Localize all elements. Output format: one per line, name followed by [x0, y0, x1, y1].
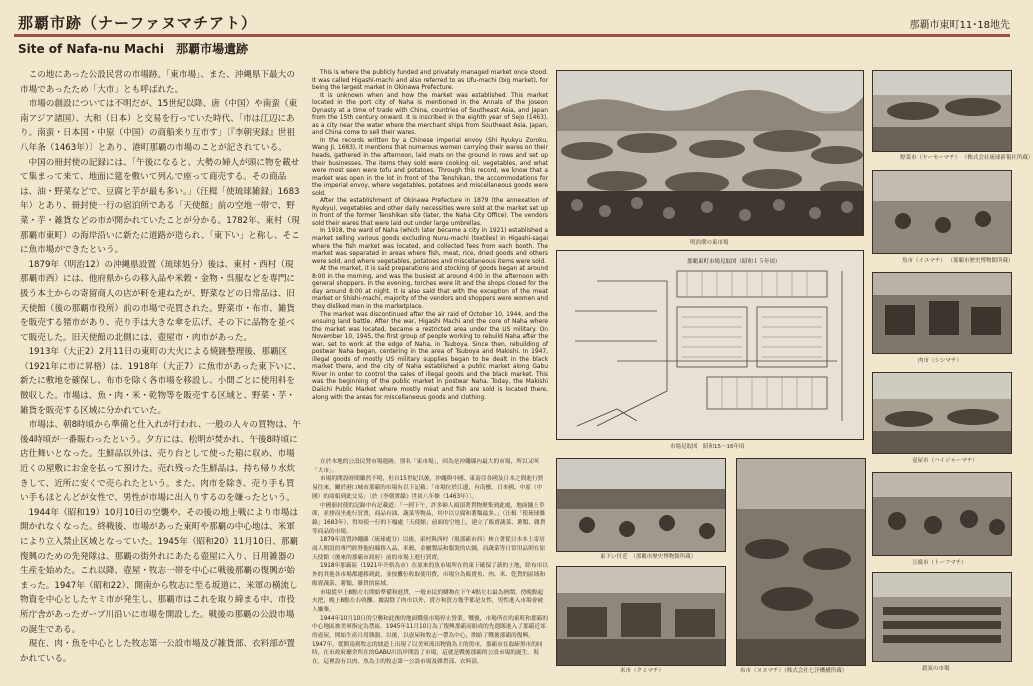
jp-paragraph: 1944年（昭和19）10月10日の空襲や、その後の地上戦により市場は開かれなくなった。終戦後、市場があった東町や那覇の中心地は、米軍により立入禁止区域となっていた。1945年（昭和20）11月10日、那覇復興のための先発隊は、那覇の街外れにあたる壺屋に入り、日用雑器の生産を始めた。これ以降、壺屋・牧志一帯を中心に戦後那覇の復興が始まった。1947年（昭和22）、開南から牧志に至る坂道に、米軍の横流し物資を中心としたヤミ市が発生し、那覇市はこれを取り締まる中、市役所庁舎があったガーブ川沿いに市場を開設した。戦後の那覇の公設市場の誕生である。 [20, 507, 299, 635]
en-paragraph: This is where the publicly funded and privately managed market once stood. It was called Higashi-machi and also referred to as Ufu-machi (big market), for being the largest market in Okinawa Prefecture. [312, 70, 548, 92]
caption-bean: 豆腐市（トーフマチ） [912, 560, 967, 566]
subtitle-jp: 那覇市場遺跡 [176, 42, 249, 56]
chinese-text-column [312, 458, 548, 678]
cn-paragraph: 1944年10月10日的空襲和此後的地面戰使市場停止營業。戰後，市場所在的東町和那霸的中心地區被美軍指定為禁區。1945年11月10日為了復興那霸而組成的先遣隊進入了那霸近郊的壺屋，開始生產日用雜器。以後，以壺屋和牧志一帶為中心，開始了戰後那霸的復興。1947年，從開南到牧志的坡道上出現了以美軍流出物資為主的黑市，那霸市在取締黑市的同時，在市政府廳舍所在的GABU川沿岸開設了市場，這就是戰後那霸的公設市場的誕生。現在，這裡設有以肉、魚為主的牧志第一公設市場及雜貨部、衣料部。 [312, 615, 549, 666]
jp-paragraph: 市場は、朝8時頃から準備と仕入れが行われ、一般の人々の買物は、午後4時頃が一番賑わったという。夕方には、松明が焚かれ、午後8時頃に店仕舞いとなった。生鮮品以外は、売り台として使った箱に収め、市場近くの屋敷にお金を払って預けた。売れ残った生鮮品は、持ち帰り水炊きして、近所に安くで売られたという。また、肉市を除き、売り手も買い手もほとんどが女性で、男性が市場に出入りするのを嫌ったという。 [20, 420, 301, 504]
cn-paragraph: 1879年設置沖繩縣（琉球處分）以後，東村與西村（現那霸市西）林立著從日本本土寄居商人開設的專門經營他府縣移入品、米穀、金屬製品和服裝的店鋪，而蔬菜等日常用品則在原天使館（後來的那霸市政府）前的市場上進行買賣。 [312, 537, 546, 561]
morning-market-photo [556, 458, 726, 552]
bean-market-photo [872, 472, 1012, 556]
market-crowd-photo [556, 70, 864, 236]
cn-paragraph: 中國冊封使的記錄中有記載道：「一到下午，許多婦人頭頂著貨物聚集到此處，地面鋪上草蓆，並排而坐進行買賣，商品有油、蔬菜等物品，其中以豆腐和薯類最多。」（汪楫「使琉球雜錄」1683年），得知使一行的下榻處「天使館」前面的空地上，建立了販賣蔬菜、薯類、雜貨等商品的市場。 [312, 502, 546, 535]
credit-fish: （那覇市歴史博物館所蔵） [947, 258, 1014, 264]
jp-paragraph: 中国の冊封使の記録には、「午後になると、大勢の婦人が頭に物を載せて集まって来て、地面に筵を敷いて列んで座って商売する。その商品は、油・野菜などで、豆腐と芋が最も多い。」（汪楫「使琉球雑録」1683年）とあり、冊封使一行の宿泊所である「天使館」前の空地一帯で、野菜・芋・雑貨などの市が開かれていたことが分かる。1782年、東村（現那覇市東町）の海岸沿いに新たに道路が造られ、「東下い」と称し、そこに魚市場ができたという。 [20, 157, 300, 256]
jp-paragraph: 市場の創設については不明だが、15世紀以降、唐（中国）や南蛮（東南アジア諸国）、大和（日本）と交易を行っていた時代、「市は江辺にあり。南蛮・日本国・中原（中国）の商船来り互市す」〔『李朝実録』世祖八年条（1463年）〕とあり、港町那覇の市場のことが記されている。 [20, 99, 298, 153]
en-paragraph: In 1918, the ward of Naha (which later became a city in 1921) established a market selling various goods excluding Nunu-machi (textiles) in Higashi-sagai where the fish market was located, and collected fees from each booth. The market was separated in areas where fish, meat, rice, dried goods and others were sold, and where vegetables, potatoes and miscellaneous items were sold. [312, 228, 548, 265]
caption-map: 市場見取図 昭和15～16年頃 [670, 444, 745, 450]
wooden-goods-photo [872, 572, 1012, 662]
jp-paragraph: 1913年（大正2）2月11日の東町の大火による焼跡整理後、那覇区（1921年に市に昇格）は、1918年（大正7）に魚市があった東下いに、新たに敷地を確保し、布市を除く各市場を移設し、小間ごとに使用料を徴収した。市場は、魚・肉・米・乾物等を販売する区域と、野菜・芋・雑貨を販売する区域に分かれていた。 [20, 347, 302, 416]
vegetable-market-photo [872, 70, 1012, 152]
cn-paragraph: 市場的開設時間雖然不明，但自15世紀以後，沖繩與中國、東南亞各國及日本之間進行貿易往來，關於港口城市那霸的市場有以下記載：「市場位於江邊，有南蠻、日本國、中原（中國）的商船到此交易」〔於《李朝實錄》世祖八年條（1463年）〕。 [312, 476, 544, 500]
cn-paragraph: 市場從早上8點左右開始準備和進貨，一般市民的購物在下午4點左右最為熱鬧。傍晚點起火把，晚上8點左右收攤。據說除了肉市以外，賣方和買方幾乎都是女性，男性進入市場會被人嫌棄。 [312, 589, 544, 613]
market-map [556, 250, 864, 440]
en-paragraph: After the establishment of Okinawa Prefecture in 1879 (the annexation of Ryukyu), vegetables and other daily necessities were sold at the market set up in front of the former Tenshikan site (later, the Naha City Office). The vendors sold their wares that were laid out under large umbrellas. [312, 198, 548, 227]
en-paragraph: At the market, it is said preparations and stocking of goods began at around 8:00 in the morning, and was the busiest at around 4:00 in the afternoon with general shoppers. In the evening, torches were lit and the shops closed for the day around 8:00 at night. It is also said that with the exception of the meat market or Shishi-machi, majority of the vendors and shoppers were women and they disliked men in the marketplace. [312, 266, 548, 310]
caption-vegetable [900, 153, 1033, 161]
title-divider [14, 34, 1010, 37]
address-label: 那覇市東町11･18地先 [909, 20, 1010, 31]
caption-fish [902, 256, 1014, 264]
english-title-text: Site of Nafa-nu Machi [18, 42, 164, 56]
cloth-market-photo [736, 458, 866, 666]
jp-paragraph: 1879年（明治12）の沖縄県設置（琉球処分）後は、東村・西村（現那覇市西）には、他府県からの移入品や米穀・金物・呉服などを専門に扱う本土からの寄留商人の店が軒を連ねたが、野菜などの日常品は、旧天使館（後の那覇市役所）前の市場で売買された。野菜市・布市、雑貨を販売する猪市があり、売り手は大きな傘を広げ、その下に品物を並べて販売した。旧天使館の北側には、壺屋市・肉市があった。 [20, 259, 296, 343]
fish-market-photo [872, 170, 1012, 254]
caption-wooden: 薪炭の市場 [922, 666, 950, 672]
map-title: 那覇東町市場見取図（昭和１５年頃） [687, 259, 781, 265]
caption-meat: 肉市（シシマチ） [918, 358, 962, 364]
credit-vegetable: （株式会社琉球新報社所蔵） [961, 155, 1033, 161]
en-paragraph: It is unknown when and how the market was established. This market located in the port city of Naha is mentioned in the Annals of the Joseon Dynasty at a time of trade with China, countries of Southeast Asia, and Japan from the 15th century onward. It is inscribed in the eighth year of Sejo (1463), as a city near the water where the merchant ships from Southeast Asia, Japan, and China come to sell their wares. [312, 92, 548, 137]
caption-rice: 米市（クミマチ） [620, 668, 665, 674]
meat-market-photo [872, 272, 1012, 354]
caption-fish-text: 魚市（イユマチ） [902, 258, 946, 264]
english-text-column [312, 70, 548, 450]
caption-cloth: 布市（ヌヌマチ）（株式会社七洋機構所蔵） [740, 668, 848, 674]
jp-paragraph: 現在、肉・魚を中心とした牧志第一公設市場及び雑貨部、衣料部が置かれている。 [20, 639, 296, 664]
english-title [18, 40, 248, 57]
cn-paragraph: 在於本地的公設民營市場遺跡，別名「東市場」，因為是沖繩縣內最大的市場，所以又叫「大市」。 [312, 459, 539, 474]
caption-morning: 東下い付近 （那覇市歴史博物館所蔵） [600, 554, 697, 560]
en-paragraph: The market was discontinued after the air raid of October 10, 1944, and the ensuing land battle. After the war, Higashi Machi and the core of Naha where the market was located, became a restricted area under the US military. On November 10, 1945, the first group of people working to rebuild Naha after the war, set to work at the edge of Naha, in Tsuboya. Since then, rebuilding of postwar Naha began, centering in the area of Tsuboya and Makishi. In 1947, illegal goods of mostly US military supplies began to be dealt in the black market there, and the city of Naha established a public market along Gabu River in order to control the sales of illegal goods and the black market. This was the beginning of the public market in postwar Naha. Today, the Makishi Daiichi Public Market where mostly meat and fish are sold is located there, along with the areas for miscellaneous goods and clothing. [312, 311, 548, 401]
rice-market-photo [556, 566, 726, 666]
caption-vegetable-text: 野菜市（ヤーセーマチ） [900, 155, 961, 161]
en-paragraph: In the records written by a Chinese imperial envoy (Shi Ryukyu Zoroku, Wang Ji, 1683), it mentions that numerous women carrying their wares on their heads, gathered in the afternoon, laid mats on the ground in rows and set up their businesses. The items they sold were cooking oil, vegetables, and what were most seen were tofu and potatoes. Through this record, we know that a market was open in the lot in front of the Tenshikan, the accommodations for the imperial envoy, where vegetables, potatoes and miscellaneous goods were sold. [312, 137, 548, 197]
caption-pottery: 壺屋市（ハイジャーマチ） [912, 458, 978, 464]
jp-paragraph: この地にあった公設民営の市場跡。「東市場」、また、沖縄県下最大の市場であったため「大市」とも呼ばれた。 [20, 70, 295, 95]
caption-crowd: 明治期の東市場 [690, 240, 729, 246]
pottery-market-photo [872, 372, 1012, 454]
page-title: 那覇市跡（ナーファヌマチアト） [18, 14, 257, 32]
cn-paragraph: 1918年那霸區（1921年升格為市）在原來的魚市場所在的東下確保了新的土地，除布市以外的其他各市場都遷移到此，並按攤位收取使用費。市場分為販賣魚、肉、米、乾貨的區域和販賣蔬菜、薯類、雜貨的區域。 [312, 563, 549, 587]
japanese-text-column [20, 68, 302, 678]
